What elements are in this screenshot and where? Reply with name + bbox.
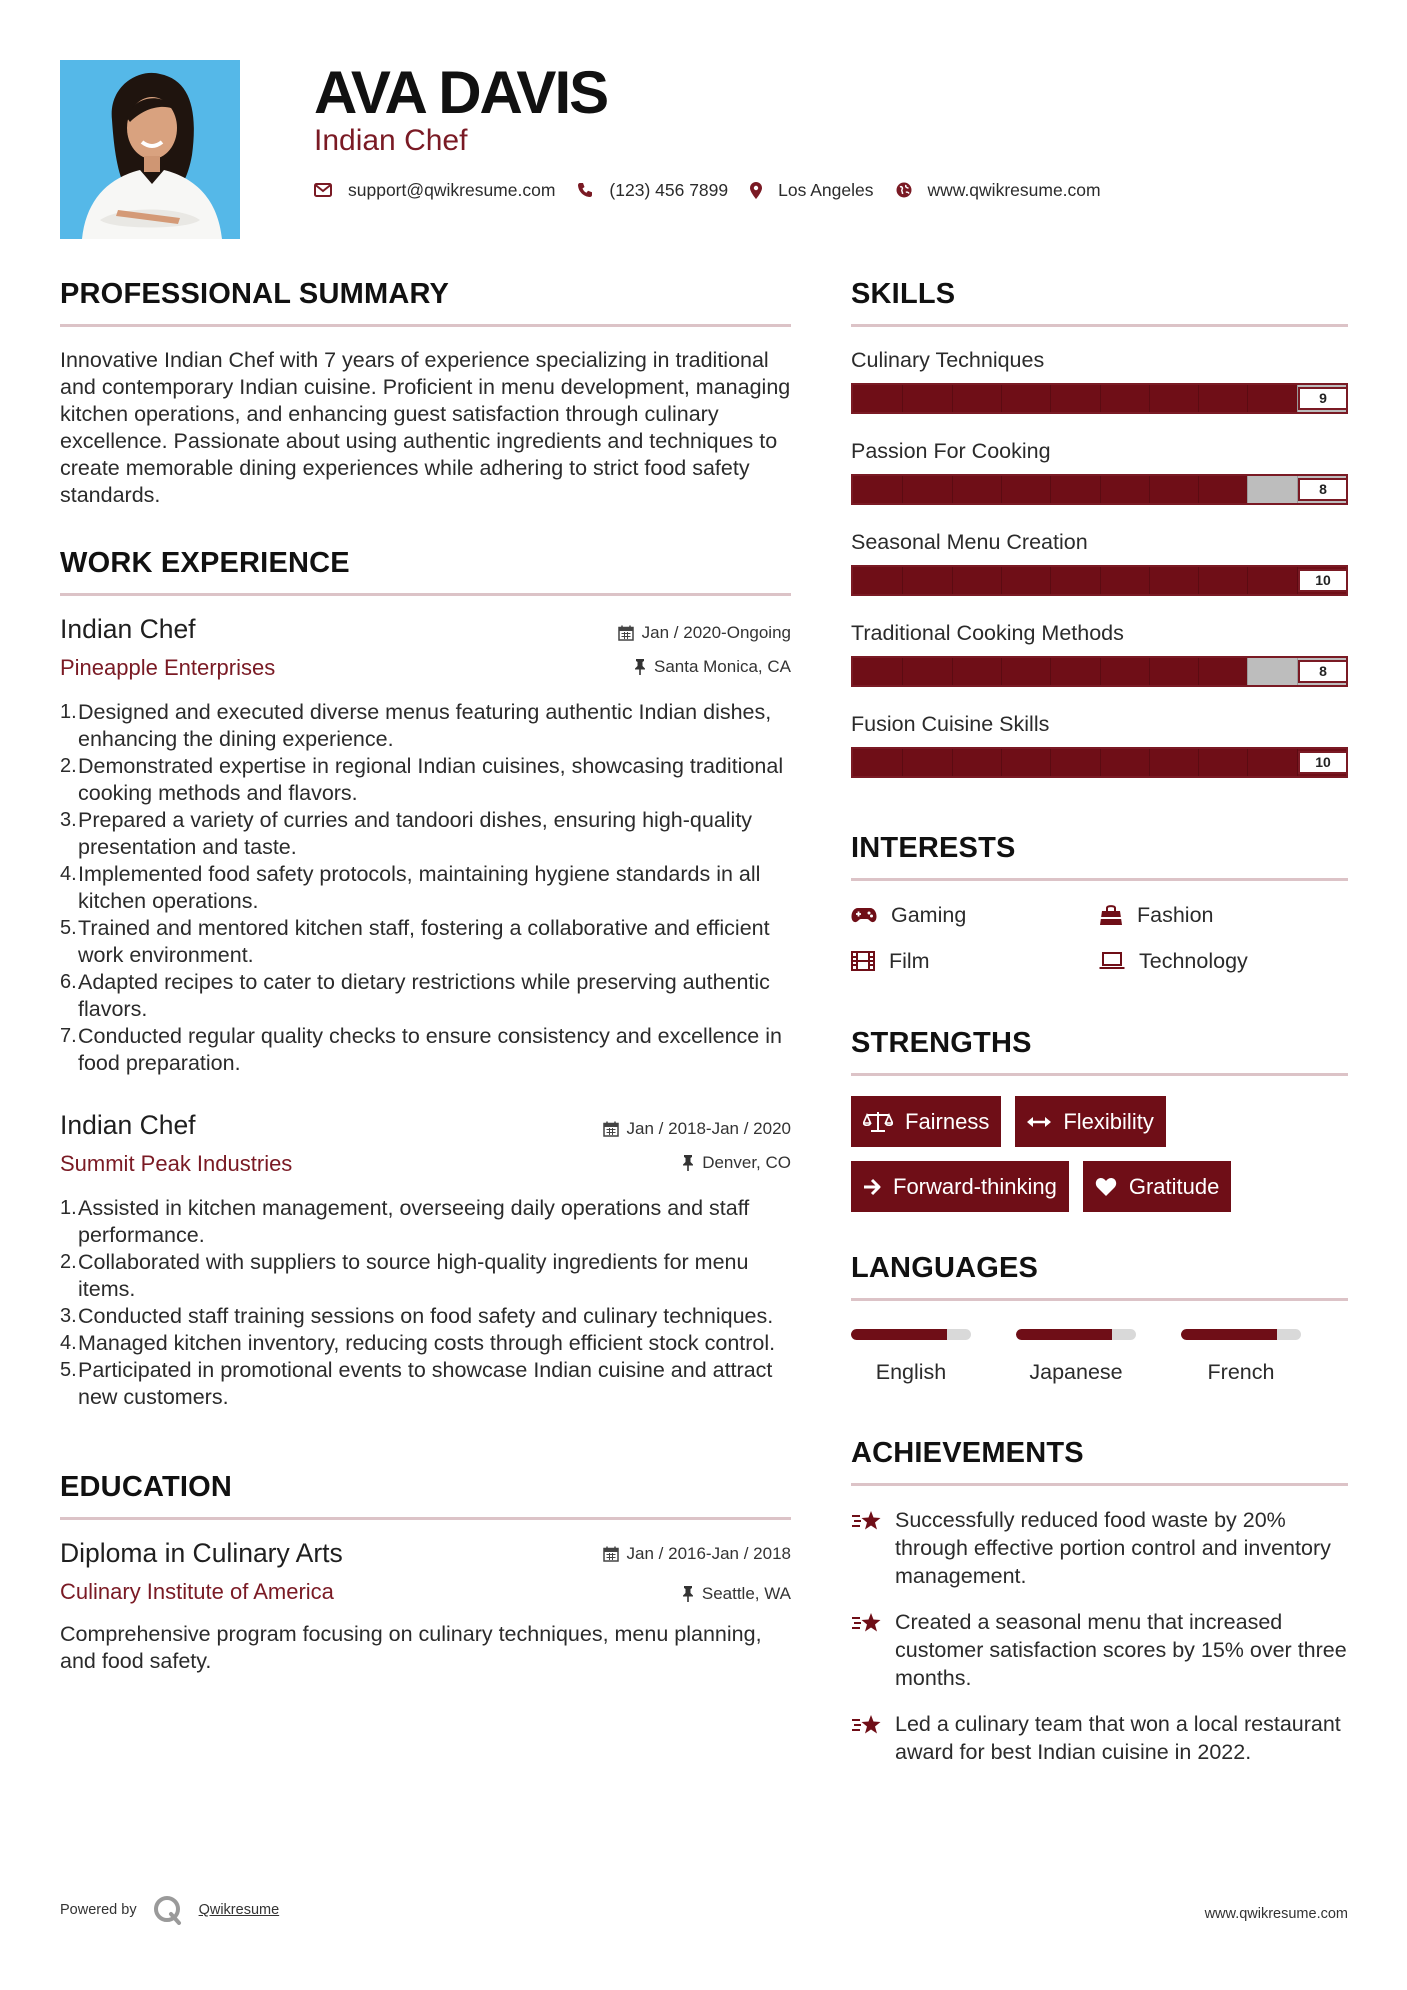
languages-list [851, 1329, 1348, 1385]
skills-heading: SKILLS [851, 278, 956, 310]
skill-bar-segment [952, 658, 953, 685]
calendar-icon [618, 625, 634, 641]
interest-item [851, 947, 1099, 975]
job-entry [60, 614, 791, 1077]
skill-label: Passion For Cooking [851, 439, 1051, 463]
contact-bar [314, 178, 1123, 202]
skill-label: Fusion Cuisine Skills [851, 712, 1050, 736]
languages-heading: LANGUAGES [851, 1252, 1039, 1284]
skill-bar-segment [1149, 385, 1150, 412]
skill-bar-segment [1247, 567, 1248, 594]
job-title: Indian Chef [60, 614, 196, 644]
interests-grid [851, 901, 1348, 975]
education-section [60, 1469, 791, 1675]
skill-bar [851, 747, 1348, 778]
skill-bar-segment [902, 476, 903, 503]
strengths-list [851, 1096, 1348, 1212]
skill-bar-segment [1050, 385, 1051, 412]
skill-score: 8 [1298, 660, 1348, 683]
skill-bar-segment [1001, 567, 1002, 594]
skill-bar-segment [1247, 658, 1248, 685]
skill-bar-segment [952, 749, 953, 776]
language-label: Japanese [1029, 1360, 1123, 1384]
contact-phone-text: (123) 456 7899 [609, 179, 729, 200]
skill-score: 10 [1298, 751, 1348, 774]
shooting-star-icon [851, 1712, 883, 1738]
qwikresume-link[interactable]: Qwikresume [198, 1902, 280, 1918]
laptop-icon [1099, 952, 1125, 970]
education-description: Comprehensive program focusing on culinary techniques, menu planning, and food safety. [60, 1622, 762, 1673]
list-item: 5. Trained and mentored kitchen staff, fostering a collaborative and efficient work environment. [60, 916, 770, 967]
achievements-heading: ACHIEVEMENTS [851, 1437, 1084, 1469]
skill-bar-segment [1050, 567, 1051, 594]
interest-item [851, 901, 1099, 929]
candidate-name: AVA DAVIS [314, 59, 608, 126]
interests-section [851, 830, 1348, 975]
education-entry [60, 1538, 791, 1675]
skill-bar-segment [1100, 567, 1101, 594]
strength-badge [851, 1096, 1001, 1147]
skill-score: 10 [1298, 569, 1348, 592]
interest-item [1099, 947, 1348, 975]
left-column [60, 276, 791, 1675]
gamepad-icon [851, 907, 877, 923]
strength-label: Gratitude [1128, 1173, 1220, 1199]
skill-bar-segment [1001, 658, 1002, 685]
shooting-star-icon [851, 1508, 883, 1534]
shooting-star-icon [851, 1610, 883, 1636]
skill-bar-fill [853, 385, 1297, 412]
film-icon [851, 951, 875, 971]
experience-section [60, 545, 791, 1411]
qwikresume-logo-icon [153, 1895, 183, 1925]
language-level-fill [1181, 1329, 1277, 1340]
right-column [851, 276, 1348, 1766]
skill-score: 9 [1298, 387, 1348, 410]
footer-website[interactable]: www.qwikresume.com [1204, 1906, 1348, 1922]
languages-section [851, 1250, 1348, 1385]
list-item: 2. Demonstrated expertise in regional Indian cuisines, showcasing traditional cooking methods and flavors. [60, 754, 784, 805]
skill-bar-segment [902, 658, 903, 685]
job-duties [60, 1195, 791, 1411]
skill-bar-segment [902, 749, 903, 776]
interests-heading: INTERESTS [851, 832, 1016, 864]
job-dates-text: Jan / 2018-Jan / 2020 [626, 1119, 791, 1138]
strength-label: Fairness [905, 1108, 990, 1134]
skill-bar-segment [1198, 749, 1199, 776]
skill-bar-segment [1247, 476, 1248, 503]
skill-bar [851, 383, 1348, 414]
education-dates-text: Jan / 2016-Jan / 2018 [626, 1544, 791, 1563]
skills-section [851, 276, 1348, 778]
interest-label: Gaming [891, 902, 967, 927]
scale-icon [863, 1111, 893, 1133]
achievements-section [851, 1435, 1348, 1766]
language-level-bar [851, 1329, 971, 1340]
job-dates-text: Jan / 2020-Ongoing [641, 623, 791, 642]
skill-bar-segment [902, 385, 903, 412]
skill-bar-segment [1149, 567, 1150, 594]
interest-item [1099, 901, 1348, 929]
contact-email-text: support@qwikresume.com [348, 179, 556, 200]
strength-badge [1015, 1096, 1165, 1147]
experience-divider [60, 593, 791, 596]
interest-label: Film [889, 948, 930, 973]
list-item: 3. Conducted staff training sessions on food safety and culinary techniques. [60, 1304, 774, 1328]
list-item: 4. Managed kitchen inventory, reducing costs through efficient stock control. [60, 1331, 776, 1355]
strength-label: Flexibility [1063, 1108, 1154, 1134]
skill-bar-segment [1001, 385, 1002, 412]
skill-bar-segment [952, 385, 953, 412]
skill-bar-segment [1198, 658, 1199, 685]
job-location [634, 657, 791, 677]
language-label: French [1207, 1360, 1275, 1384]
interest-label: Technology [1139, 948, 1248, 973]
skill-bar-segment [1198, 567, 1199, 594]
strength-label: Forward-thinking [893, 1173, 1057, 1199]
skill-item [851, 529, 1348, 596]
skill-bar-segment [1100, 476, 1101, 503]
job-entry [60, 1110, 791, 1411]
language-label: English [875, 1360, 947, 1384]
list-item: 1. Assisted in kitchen management, overseeing daily operations and staff performance. [60, 1196, 750, 1247]
school-name: Culinary Institute of America [60, 1579, 334, 1604]
skill-bar-segment [902, 567, 903, 594]
summary-divider [60, 324, 791, 327]
powered-by-text: Powered by [60, 1902, 137, 1918]
summary-text: Innovative Indian Chef with 7 years of experience specializing in traditional and contemporary Indian cuisine. Proficient in menu development, managing kitchen operations, and enhancing guest satisfaction through culinary excellence. Passionate about using authentic ingredients and techniques to create memorable dining experiences while adhering to strict food safety standards. [60, 348, 791, 507]
education-location [682, 1584, 791, 1604]
strengths-heading: STRENGTHS [851, 1027, 1032, 1059]
language-level-fill [851, 1329, 947, 1340]
contact-email[interactable] [314, 180, 555, 201]
job-duties [60, 699, 791, 1077]
job-company: Summit Peak Industries [60, 1151, 293, 1176]
achievement-text: Created a seasonal menu that increased customer satisfaction scores by 15% over three months. [895, 1610, 1347, 1690]
strengths-section [851, 1025, 1348, 1212]
education-divider [60, 1517, 791, 1520]
envelope-icon [314, 183, 332, 197]
skill-bar-segment [1149, 749, 1150, 776]
list-item: 7. Conducted regular quality checks to ensure consistency and excellence in food preparation. [60, 1024, 782, 1075]
skill-bar-segment [1247, 749, 1248, 776]
skill-bar-segment [1050, 658, 1051, 685]
skill-label: Culinary Techniques [851, 348, 1045, 372]
list-item: 4. Implemented food safety protocols, maintaining hygiene standards in all kitchen operations. [60, 862, 761, 913]
list-item: 6. Adapted recipes to cater to dietary restrictions while preserving authentic flavors. [60, 970, 770, 1021]
contact-location-text: Los Angeles [778, 179, 874, 200]
language-item [1181, 1329, 1346, 1385]
languages-divider [851, 1298, 1348, 1301]
language-item [1016, 1329, 1181, 1385]
strengths-divider [851, 1073, 1348, 1076]
skill-bar-segment [1050, 749, 1051, 776]
skill-item [851, 620, 1348, 687]
skill-score: 8 [1298, 478, 1348, 501]
skill-bar [851, 565, 1348, 596]
job-location-text: Santa Monica, CA [653, 657, 791, 676]
achievement-item [851, 1710, 1348, 1766]
arrow-right-icon [863, 1178, 881, 1196]
summary-section [60, 276, 791, 509]
achievements-list [851, 1506, 1348, 1766]
list-item: 2. Collaborated with suppliers to source high-quality ingredients for menu items. [60, 1250, 749, 1301]
candidate-role: Indian Chef [314, 124, 468, 157]
shopping-bag-icon [1099, 904, 1123, 926]
skill-bar-segment [1149, 476, 1150, 503]
summary-heading: PROFESSIONAL SUMMARY [60, 278, 450, 310]
pushpin-icon [682, 1155, 694, 1171]
job-dates [618, 623, 791, 643]
skill-bar [851, 474, 1348, 505]
skill-bar-segment [1050, 476, 1051, 503]
achievements-divider [851, 1483, 1348, 1486]
language-level-fill [1016, 1329, 1112, 1340]
skill-bar [851, 656, 1348, 687]
language-level-bar [1181, 1329, 1301, 1340]
job-company: Pineapple Enterprises [60, 655, 276, 680]
job-location [682, 1153, 791, 1173]
calendar-icon [603, 1546, 619, 1562]
contact-website[interactable] [896, 180, 1101, 201]
contact-phone[interactable] [577, 180, 728, 201]
language-level-bar [1016, 1329, 1136, 1340]
contact-website-text: www.qwikresume.com [927, 179, 1101, 200]
footer-powered-by [60, 1895, 279, 1925]
skill-bar-segment [952, 476, 953, 503]
skill-bar-segment [1198, 385, 1199, 412]
experience-heading: WORK EXPERIENCE [60, 547, 350, 579]
strength-badge [851, 1161, 1069, 1212]
language-item [851, 1329, 1016, 1385]
skill-label: Traditional Cooking Methods [851, 621, 1124, 645]
pushpin-icon [682, 1586, 694, 1602]
achievement-item [851, 1506, 1348, 1590]
skills-divider [851, 324, 1348, 327]
degree-title: Diploma in Culinary Arts [60, 1538, 343, 1568]
arrows-horizontal-icon [1027, 1116, 1051, 1128]
skill-item [851, 438, 1348, 505]
skills-list [851, 347, 1348, 778]
skill-bar-segment [1100, 658, 1101, 685]
list-item: 3. Prepared a variety of curries and tandoori dishes, ensuring high-quality presentation and taste. [60, 808, 753, 859]
job-dates [603, 1119, 791, 1139]
skill-bar-segment [1149, 658, 1150, 685]
globe-icon [896, 182, 912, 198]
interests-divider [851, 878, 1348, 881]
skill-item [851, 347, 1348, 414]
job-location-text: Denver, CO [702, 1153, 791, 1172]
education-dates [603, 1544, 791, 1564]
education-heading: EDUCATION [60, 1471, 233, 1503]
contact-location [750, 180, 873, 201]
skill-bar-segment [1247, 385, 1248, 412]
heart-icon [1095, 1177, 1117, 1197]
interest-label: Fashion [1137, 902, 1214, 927]
achievement-text: Successfully reduced food waste by 20% through effective portion control and inventory management. [895, 1508, 1331, 1588]
strength-badge [1083, 1161, 1232, 1212]
list-item: 5. Participated in promotional events to showcase Indian cuisine and attract new customers. [60, 1358, 773, 1409]
skill-bar-segment [1198, 476, 1199, 503]
job-title: Indian Chef [60, 1110, 196, 1140]
list-item: 1. Designed and executed diverse menus featuring authentic Indian dishes, enhancing the dining experience. [60, 700, 772, 751]
skill-bar-segment [1001, 749, 1002, 776]
pushpin-icon [634, 659, 646, 675]
education-location-text: Seattle, WA [701, 1584, 791, 1603]
calendar-icon [603, 1121, 619, 1137]
map-pin-icon [750, 182, 762, 199]
skill-bar-segment [952, 567, 953, 594]
phone-icon [577, 182, 593, 198]
skill-label: Seasonal Menu Creation [851, 530, 1088, 554]
achievement-text: Led a culinary team that won a local restaurant award for best Indian cuisine in 2022. [895, 1712, 1341, 1764]
skill-item [851, 711, 1348, 778]
skill-bar-segment [1100, 385, 1101, 412]
skill-bar-segment [1100, 749, 1101, 776]
achievement-item [851, 1608, 1348, 1692]
skill-bar-segment [1001, 476, 1002, 503]
profile-photo [60, 60, 240, 239]
